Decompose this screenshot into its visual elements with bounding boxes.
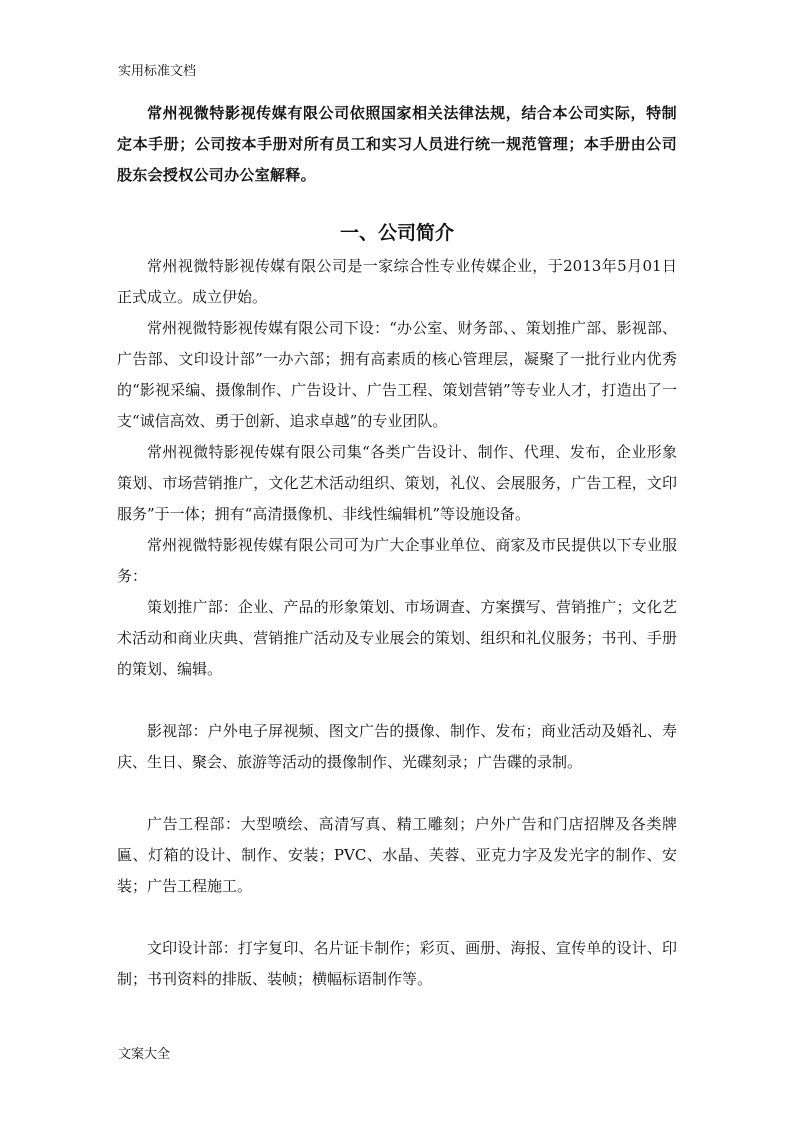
paragraph: 常州视微特影视传媒有限公司可为广大企事业单位、商家及市民提供以下专业服务：	[117, 536, 677, 585]
intro-paragraph	[117, 98, 677, 191]
department-name: 文印设计部	[147, 939, 223, 957]
paragraph: 常州视微特影视传媒有限公司下设：“办公室、财务部、、策划推广部、影视部、广告部、文印设计部”一办六部；拥有高素质的核心管理层，凝聚了一批行业内优秀的“影视采编、摄像制作、广告设计、广告工程、策划营销”等专业人才，打造出了一支“诚信高效、勇于创新、追求卓越”的专业团队。	[117, 319, 677, 430]
department-name: 影视部	[147, 722, 193, 740]
department-desc: ：户外电子屏视频、图文广告的摄像、制作、发布；商业活动及婚礼、寿庆、生日、聚会、旅游等活动的摄像制作、光碟刻录；广告碟的录制。	[117, 722, 677, 771]
page-header: 实用标准文档	[118, 64, 197, 79]
paragraph: 常州视微特影视传媒有限公司是一家综合性专业传媒企业，于2013年5月01日正式成立。成立伊始。	[117, 257, 677, 306]
paragraph: 常州视微特影视传媒有限公司集“各类广告设计、制作、代理、发布，企业形象策划、市场营销推广，文化艺术活动组织、策划，礼仪、会展服务，广告工程，文印服务”于一体；拥有“高清摄像机、非线性编辑机”等设施设备。	[117, 443, 677, 523]
department-item-printing	[117, 933, 677, 995]
department-desc: ：打字复印、名片证卡制作；彩页、画册、海报、宣传单的设计、印制；书刊资料的排版、装帧；横幅标语制作等。	[117, 939, 677, 988]
department-item-planning	[117, 592, 677, 685]
section-title: 一、公司简介	[339, 222, 454, 244]
intro-text: 常州视微特影视传媒有限公司依照国家相关法律法规，结合本公司实际，特制定本手册；公司按本手册对所有员工和实习人员进行统一规范管理；本手册由公司股东会授权公司办公室解释。	[117, 104, 677, 184]
department-item-engineering	[117, 809, 677, 902]
department-desc: ：大型喷绘、高清写真、精工雕刻；户外广告和门店招牌及各类牌匾、灯箱的设计、制作、安装；PVC、水晶、芙蓉、亚克力字及发光字的制作、安装；广告工程施工。	[117, 815, 677, 895]
department-item-video	[117, 716, 677, 778]
section-content	[117, 251, 677, 995]
department-desc: ：企业、产品的形象策划、市场调查、方案撰写、营销推广；文化艺术活动和商业庆典、营销推广活动及专业展会的策划、组织和礼仪服务；书刊、手册的策划、编辑。	[117, 598, 677, 678]
page-footer: 文案大全	[118, 1047, 171, 1062]
department-name: 广告工程部	[147, 815, 226, 833]
department-name: 策划推广部	[147, 598, 223, 616]
